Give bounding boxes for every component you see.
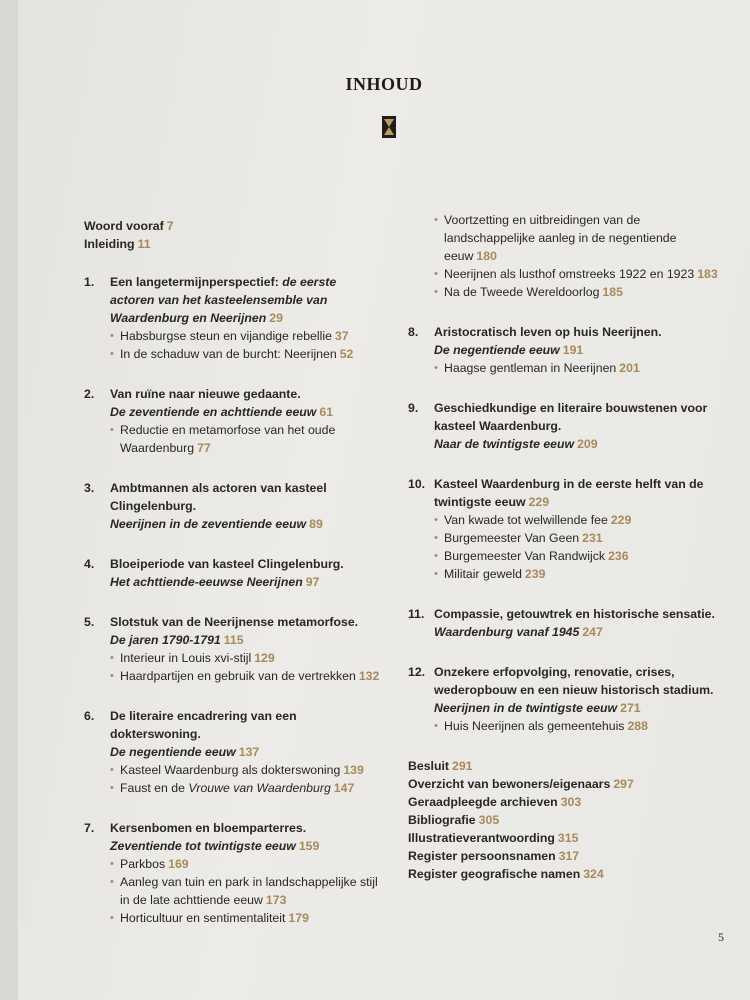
toc-page-number: 229 [610, 513, 632, 527]
toc-page-number: 115 [223, 633, 244, 647]
book-page [18, 0, 750, 1000]
toc-page-number: 231 [582, 531, 603, 545]
toc-subentry [110, 649, 384, 667]
toc-page-number: 191 [562, 343, 584, 357]
toc-entry-label: Bibliografie [408, 813, 476, 827]
toc-chapter [84, 385, 384, 457]
toc-page-number: 317 [558, 849, 580, 863]
toc-chapter-number: 9. [408, 401, 419, 415]
toc-page-number: 324 [583, 867, 604, 881]
toc-page-number: 180 [476, 249, 497, 263]
toc-chapter-title: Bloeiperiode van kasteel Clingelenburg. [110, 557, 344, 571]
toc-chapter [408, 475, 728, 583]
toc-chapter-number: 7. [84, 821, 95, 835]
toc-chapter-subtitle: De zeventiende en achttiende eeuw [110, 405, 317, 419]
toc-chapter-title: Ambtmannen als actoren van kasteel Clingelenburg. [110, 481, 327, 513]
page-title: INHOUD [345, 74, 423, 94]
toc-chapter-number: 1. [84, 275, 95, 289]
toc-chapter-title: Geschiedkundige en literaire bouwstenen voor kasteel Waardenburg. [434, 401, 708, 433]
toc-page-number: 37 [334, 329, 349, 343]
toc-back-matter [408, 757, 728, 883]
toc-subentry-label: Interieur in Louis xvi-stijl [120, 651, 252, 665]
toc-page-number: 147 [333, 781, 355, 795]
toc-chapter-number: 10. [408, 477, 426, 491]
toc-chapter-heading [434, 399, 728, 453]
toc-page-number: 179 [288, 911, 309, 925]
toc-subentry-label: Faust en de [120, 781, 189, 795]
toc-chapter-title: De literaire encadrering van een dokterswoning. [110, 709, 297, 741]
toc-left-column [84, 217, 384, 927]
toc-subentry-label: In de schaduw van de burcht: Neerijnen [120, 347, 337, 361]
toc-page-number: 239 [524, 567, 546, 581]
toc-entry [408, 865, 728, 883]
toc-page-number: 229 [528, 495, 550, 509]
toc-subentry [434, 265, 728, 283]
toc-chapter-heading [110, 555, 384, 591]
toc-subentry-label: Aanleg van tuin en park in landschappelijke stijl in de late achttiende eeuw [120, 875, 378, 907]
toc-page-number: 97 [305, 575, 320, 589]
toc-subentry [434, 529, 728, 547]
toc-entry [84, 235, 384, 253]
toc-entry [408, 829, 728, 847]
toc-chapter-number: 4. [84, 557, 95, 571]
toc-entry-label: Woord vooraf [84, 219, 164, 233]
page-number: 5 [718, 930, 724, 944]
toc-subentry [110, 761, 384, 779]
toc-page-number: 169 [168, 857, 189, 871]
toc-entry-label: Register persoonsnamen [408, 849, 556, 863]
toc-chapter-subtitle: Neerijnen in de twintigste eeuw [434, 701, 618, 715]
toc-subentry [110, 667, 384, 685]
toc-chapter-title: Een langetermijnperspectief: [110, 275, 283, 289]
toc-page-number: 315 [557, 831, 579, 845]
toc-subentry-label: Parkbos [120, 857, 166, 871]
toc-continued [422, 211, 728, 301]
toc-chapter-title: Van ruïne naar nieuwe gedaante. [110, 387, 301, 401]
toc-chapter-number: 6. [84, 709, 95, 723]
toc-page-number: 291 [452, 759, 473, 773]
toc-page-number: 173 [265, 893, 287, 907]
toc-subentry [110, 855, 384, 873]
toc-chapter-heading [110, 819, 384, 855]
toc-subentry [110, 421, 384, 457]
toc-page-number: 297 [613, 777, 634, 791]
toc-subentry [110, 327, 384, 345]
toc-chapter-subtitle: De negentiende eeuw [434, 343, 560, 357]
toc-page-number: 11 [137, 237, 151, 251]
toc-chapter-heading [434, 475, 728, 511]
toc-page-number: 159 [298, 839, 320, 853]
toc-chapter [84, 613, 384, 685]
toc-page-number: 139 [343, 763, 364, 777]
toc-chapter-subtitle: Zeventiende tot twintigste eeuw [110, 839, 296, 853]
toc-page-number: 236 [608, 549, 629, 563]
toc-subentry-label: Neerijnen als lusthof omstreeks 1922 en 1923 [444, 267, 695, 281]
toc-entry [408, 757, 728, 775]
toc-entry-label: Inleiding [84, 237, 135, 251]
toc-page-number: 29 [269, 311, 283, 325]
toc-chapter-subtitle: Waardenburg vanaf 1945 [434, 625, 580, 639]
toc-chapter-subtitle: Neerijnen in de zeventiende eeuw [110, 517, 307, 531]
toc-entry-label: Geraadpleegde archieven [408, 795, 558, 809]
toc-subentry [434, 565, 728, 583]
toc-chapter-title: Onzekere erfopvolging, renovatie, crises, wederopbouw en een nieuw historisch stadium. [434, 665, 714, 697]
toc-entry [408, 847, 728, 865]
toc-subentry [434, 359, 728, 377]
toc-subentry [110, 779, 384, 797]
toc-chapter-title: Kasteel Waardenburg in de eerste helft van de twintigste eeuw [434, 477, 704, 509]
toc-chapter-heading [434, 663, 728, 717]
toc-chapter-heading [110, 479, 384, 533]
toc-chapter-heading [110, 273, 384, 327]
toc-chapter [84, 819, 384, 927]
toc-page-number: 201 [619, 361, 640, 375]
toc-page-number: 137 [238, 745, 260, 759]
toc-subentry [434, 211, 728, 265]
toc-chapter-heading [434, 605, 728, 641]
toc-subentry [110, 345, 384, 363]
toc-chapter-subtitle: Het achttiende-eeuwse Neerijnen [110, 575, 303, 589]
toc-page-number: 61 [319, 405, 334, 419]
toc-chapter-number: 3. [84, 481, 95, 495]
toc-subentry [110, 909, 384, 927]
toc-chapter-number: 11. [408, 607, 425, 621]
toc-entry-label: Illustratieverantwoording [408, 831, 555, 845]
toc-chapter [84, 273, 384, 363]
toc-chapter [408, 399, 728, 453]
toc-chapter-subtitle: De jaren 1790-1791 [110, 633, 221, 647]
toc-subentry-label: Na de Tweede Wereldoorlog [444, 285, 600, 299]
toc-subentry [434, 717, 728, 735]
toc-subentry-label: Burgemeester Van Randwijck [444, 549, 606, 563]
toc-chapter-subtitle: de eerste actoren van het kasteelensemble van Waardenburg en Neerijnen [110, 275, 337, 325]
toc-page-number: 288 [627, 719, 648, 733]
toc-chapter-title: Kersenbomen en bloemparterres. [110, 821, 307, 835]
toc-page-number: 89 [309, 517, 323, 531]
toc-chapter [84, 707, 384, 797]
toc-subentry-label: Kasteel Waardenburg als dokterswoning [120, 763, 341, 777]
toc-chapter [408, 323, 728, 377]
toc-entry [408, 793, 728, 811]
toc-chapter [408, 663, 728, 735]
toc-subentry-italic: Vrouwe van Waardenburg [188, 781, 331, 795]
toc-chapter [408, 605, 728, 641]
toc-subentry [434, 547, 728, 565]
toc-subentry-label: Huis Neerijnen als gemeentehuis [444, 719, 625, 733]
toc-entry-label: Register geografische namen [408, 867, 581, 881]
toc-page-number: 303 [560, 795, 582, 809]
toc-subentry-label: Haagse gentleman in Neerijnen [444, 361, 617, 375]
toc-page-number: 209 [577, 437, 598, 451]
toc-subentry-label: Van kwade tot welwillende fee [444, 513, 608, 527]
toc-page-number: 132 [358, 669, 380, 683]
toc-chapter-heading [434, 323, 728, 359]
toc-page-number: 52 [339, 347, 354, 361]
toc-subentry-label: Voortzetting en uitbreidingen van de landschappelijke aanleg in de negentiende eeuw [444, 213, 677, 263]
toc-chapter-number: 5. [84, 615, 95, 629]
toc-subentry [110, 873, 384, 909]
toc-page-number: 7 [166, 219, 174, 233]
toc-chapter-number: 8. [408, 325, 419, 339]
toc-chapter [84, 479, 384, 533]
toc-chapter-title: Aristocratisch leven op huis Neerijnen. [434, 325, 662, 339]
toc-right-column [408, 211, 728, 883]
toc-subentry [434, 511, 728, 529]
hourglass-ornament-icon [382, 116, 396, 138]
toc-chapter-subtitle: De negentiende eeuw [110, 745, 236, 759]
toc-page-number: 77 [197, 441, 211, 455]
toc-subentry-label: Burgemeester Van Geen [444, 531, 580, 545]
toc-chapter-number: 2. [84, 387, 95, 401]
toc-page-number: 305 [478, 813, 500, 827]
toc-chapter-subtitle: Naar de twintigste eeuw [434, 437, 575, 451]
toc-chapter [84, 555, 384, 591]
toc-chapter-heading [110, 613, 384, 649]
toc-entry-label: Besluit [408, 759, 449, 773]
toc-subentry-label: Reductie en metamorfose van het oude Waardenburg [120, 423, 336, 455]
toc-entry [408, 811, 728, 829]
toc-page-number: 129 [254, 651, 275, 665]
toc-page-number: 271 [620, 701, 641, 715]
toc-chapter-heading [110, 707, 384, 761]
toc-chapter-title: Slotstuk van de Neerijnense metamorfose. [110, 615, 359, 629]
toc-page-number: 183 [697, 267, 718, 281]
toc-page-number: 185 [602, 285, 623, 299]
toc-entry-label: Overzicht van bewoners/eigenaars [408, 777, 611, 791]
toc-chapter-heading [110, 385, 384, 421]
toc-chapter-title: Compassie, getouwtrek en historische sensatie. [434, 607, 715, 621]
toc-subentry [434, 283, 728, 301]
toc-entry [408, 775, 728, 793]
toc-page-number: 247 [582, 625, 603, 639]
toc-subentry-label: Haardpartijen en gebruik van de vertrekken [120, 669, 356, 683]
toc-subentry-label: Horticultuur en sentimentaliteit [120, 911, 286, 925]
toc-subentry-label: Habsburgse steun en vijandige rebellie [120, 329, 332, 343]
toc-chapter-number: 12. [408, 665, 426, 679]
toc-subentry-label: Militair geweld [444, 567, 522, 581]
toc-entry [84, 217, 384, 235]
